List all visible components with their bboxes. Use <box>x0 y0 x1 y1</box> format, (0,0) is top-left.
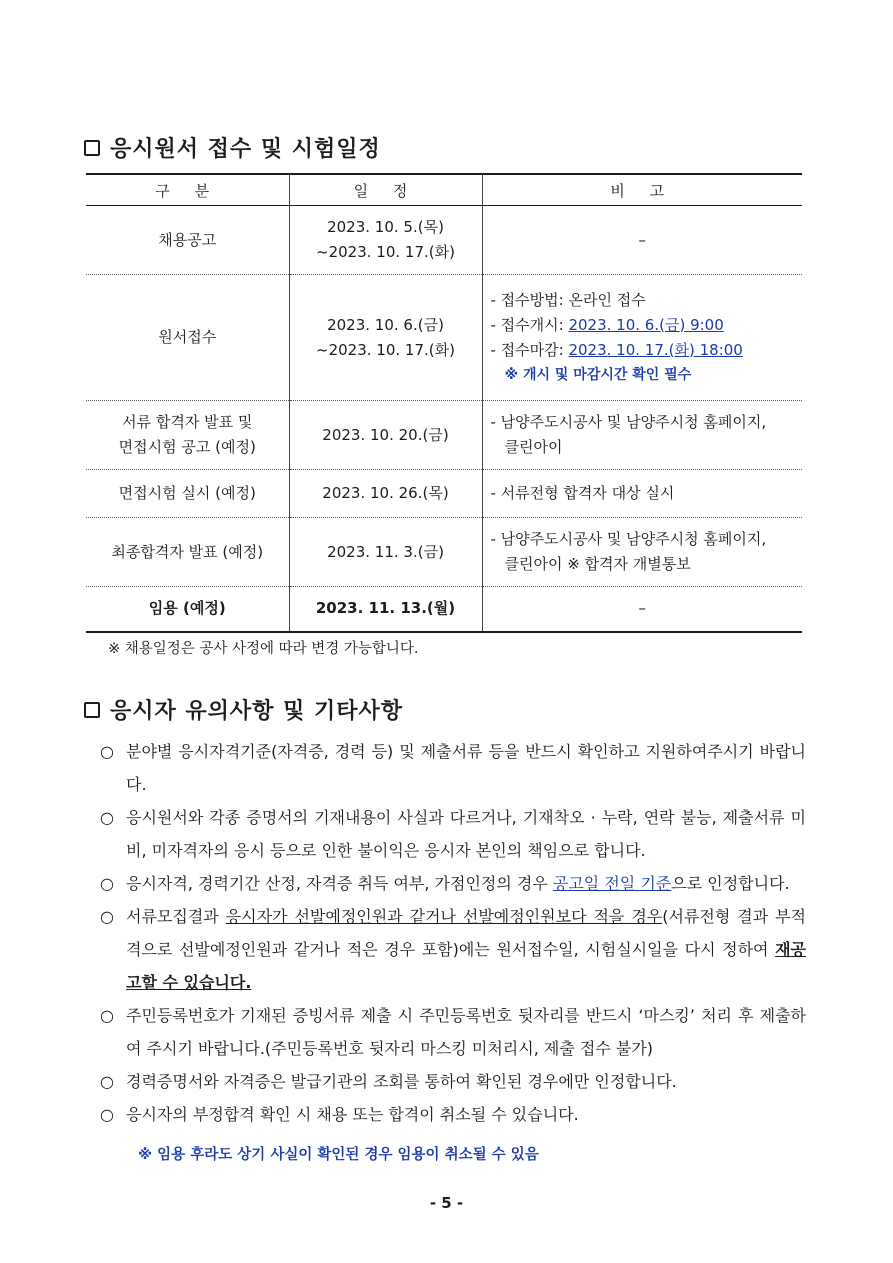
item-text: 응시자격, 경력기간 산정, 자격증 취득 여부, 가점인정의 경우 <box>126 874 553 893</box>
list-item <box>100 801 806 867</box>
page-number: - 5 - <box>429 1194 464 1212</box>
list-item <box>100 900 806 999</box>
circle-bullet-icon: ○ <box>100 1006 114 1025</box>
row-date <box>289 206 482 275</box>
table-row <box>86 518 802 587</box>
list-item <box>100 999 806 1065</box>
table-row <box>86 206 802 275</box>
list-item <box>100 735 806 801</box>
circle-bullet-icon: ○ <box>100 808 114 827</box>
row-note <box>482 275 802 401</box>
item-text: 경력증명서와 자격증은 발급기관의 조회를 통하여 확인된 경우에만 인정합니다. <box>126 1072 677 1091</box>
row-date: 2023. 11. 3.(금) <box>289 518 482 587</box>
note-line: - 남양주도시공사 및 남양주시청 홈페이지, <box>490 530 767 548</box>
cancellation-note: ※ 임용 후라도 상기 사실이 확인된 경우 임용이 취소될 수 있음 <box>138 1147 539 1163</box>
item-text: 주민등록번호가 기재된 증빙서류 제출 시 주민등록번호 뒷자리를 반드시 ‘마스킹’ 처리 후 제출하여 주시기 바랍니다.(주민등록번호 뒷자리 마스킹 미처리시, 제출 접수 불가) <box>126 1006 806 1058</box>
row-category: 원서접수 <box>86 275 289 401</box>
list-item <box>100 1098 806 1131</box>
circle-bullet-icon: ○ <box>100 1072 114 1091</box>
item-text: (서류전형 결과 부적격으로 선발예정인원과 같거나 적은 경우 포함)에는 원서접수일, 시험실시일을 다시 정하여 <box>126 907 806 959</box>
category-line: 면접시험 공고 (예정) <box>118 438 256 456</box>
note-line: - 남양주도시공사 및 남양주시청 홈페이지, <box>490 413 767 431</box>
item-emphasis: 재공고할 수 있습니다. <box>126 940 806 992</box>
circle-bullet-icon: ○ <box>100 742 114 761</box>
section-schedule-heading <box>84 132 381 163</box>
date-line: 2023. 10. 5.(목) <box>327 218 444 236</box>
row-note: – <box>482 206 802 275</box>
item-text: 응시자의 부정합격 확인 시 채용 또는 합격이 취소될 수 있습니다. <box>126 1105 579 1124</box>
notice-list <box>100 735 806 1131</box>
circle-bullet-icon: ○ <box>100 874 114 893</box>
row-note <box>482 518 802 587</box>
item-emphasis: 공고일 전일 기준 <box>552 874 672 893</box>
section-notice-heading <box>84 694 403 725</box>
row-date: 2023. 11. 13.(월) <box>289 587 482 632</box>
date-line: ~2023. 10. 17.(화) <box>316 340 455 359</box>
note-line: 클린아이 <box>504 438 563 456</box>
item-emphasis: 응시자가 선발예정인원과 같거나 선발예정인원보다 적을 경우 <box>225 907 663 926</box>
checkbox-square-icon <box>84 702 100 718</box>
table-row <box>86 275 802 401</box>
row-date <box>289 275 482 401</box>
note-close-value: 2023. 10. 17.(화) 18:00 <box>568 340 743 359</box>
checkbox-square-icon <box>84 140 100 156</box>
category-line: 서류 합격자 발표 및 <box>122 413 253 431</box>
item-text: 으로 인정합니다. <box>671 874 790 893</box>
section-schedule-title: 응시원서 접수 및 시험일정 <box>110 137 381 162</box>
note-close-label: - 접수마감: <box>490 340 569 359</box>
table-row <box>86 587 802 632</box>
row-note <box>482 401 802 470</box>
list-item <box>100 867 806 900</box>
date-line: 2023. 10. 6.(금) <box>327 315 444 334</box>
table-footnote: ※ 채용일정은 공사 사정에 따라 변경 가능합니다. <box>108 641 419 657</box>
header-category: 구 분 <box>86 174 289 206</box>
table-header-row <box>86 174 802 206</box>
circle-bullet-icon: ○ <box>100 1105 114 1124</box>
note-line: 클린아이 ※ 합격자 개별통보 <box>504 555 691 573</box>
section-notice-title: 응시자 유의사항 및 기타사항 <box>110 699 404 724</box>
note-open-label: - 접수개시: <box>490 315 569 334</box>
date-line: ~2023. 10. 17.(화) <box>316 243 455 261</box>
row-category: 임용 (예정) <box>86 587 289 632</box>
circle-bullet-icon: ○ <box>100 907 114 926</box>
note-confirm: ※ 개시 및 마감시간 확인 필수 <box>504 366 692 383</box>
row-date: 2023. 10. 20.(금) <box>289 401 482 470</box>
row-category: 면접시험 실시 (예정) <box>86 470 289 518</box>
item-text: 분야별 응시자격기준(자격증, 경력 등) 및 제출서류 등을 반드시 확인하고 지원하여주시기 바랍니다. <box>126 742 806 794</box>
header-note: 비 고 <box>482 174 802 206</box>
table-row <box>86 401 802 470</box>
header-date: 일 정 <box>289 174 482 206</box>
row-category: 채용공고 <box>86 206 289 275</box>
note-open-value: 2023. 10. 6.(금) 9:00 <box>568 315 724 334</box>
row-note: – <box>482 587 802 632</box>
list-item <box>100 1065 806 1098</box>
item-text: 서류모집결과 <box>126 907 226 926</box>
note-open <box>491 313 802 338</box>
row-date: 2023. 10. 26.(목) <box>289 470 482 518</box>
row-note: - 서류전형 합격자 대상 실시 <box>482 470 802 518</box>
row-category: 최종합격자 발표 (예정) <box>86 518 289 587</box>
item-text: 응시원서와 각종 증명서의 기재내용이 사실과 다르거나, 기재착오 · 누락, 연락 불능, 제출서류 미비, 미자격자의 응시 등으로 인한 불이익은 응시자 본인의 책임으로 합니다. <box>126 808 806 860</box>
schedule-table <box>86 173 802 633</box>
note-close <box>491 338 802 363</box>
note-method: - 접수방법: 온라인 접수 <box>490 290 646 309</box>
row-category <box>86 401 289 470</box>
table-row <box>86 470 802 518</box>
